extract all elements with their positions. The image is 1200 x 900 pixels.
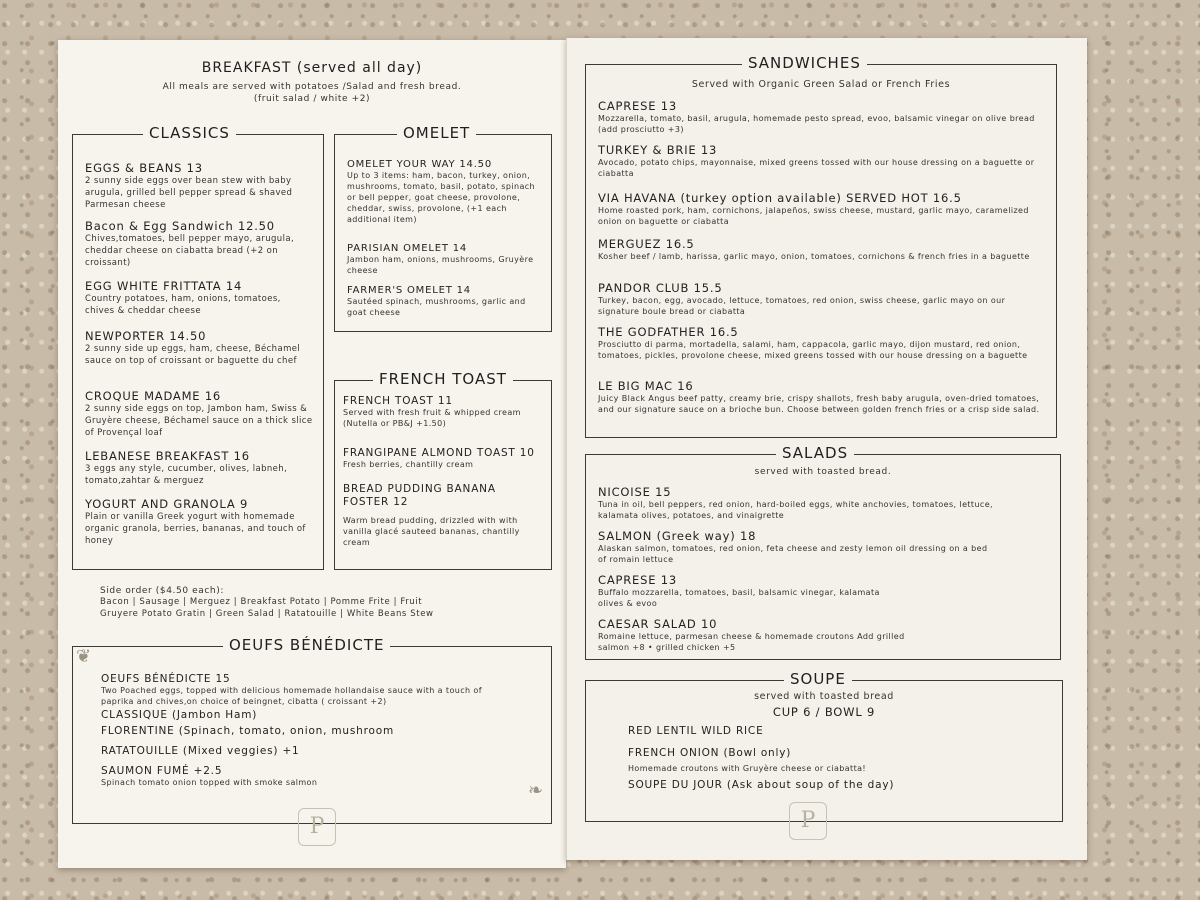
french-toast-list: [343, 395, 545, 548]
flourish-ornament: ❧: [528, 780, 544, 801]
menu-item: [598, 191, 1048, 237]
item-title: PARISIAN OMELET 14: [347, 243, 468, 254]
menu-item: [598, 237, 1048, 281]
flourish-ornament: ❦: [76, 646, 92, 667]
side-order-list: Bacon | Sausage | Merguez | Breakfast Potato | Pomme Frite | Fruit: [100, 597, 423, 607]
menu-item: [598, 529, 1052, 573]
sandwiches-note: Served with Organic Green Salad or French Fries: [691, 79, 951, 90]
classics-box: [72, 124, 324, 570]
benedicte-list: [101, 673, 541, 788]
item-desc: Sautéed spinach, mushrooms, garlic and goat cheese: [347, 297, 526, 317]
menu-item: [85, 161, 313, 219]
menu-item: [101, 765, 541, 788]
item-desc: Mozzarella, tomato, basil, arugula, homemade pesto spread, evoo, balsamic vinegar on olive bread (add prosciutto +3): [598, 114, 1035, 134]
item-desc: 2 sunny side eggs over bean stew with baby arugula, grilled bell pepper spread & shaved Parmesan cheese: [85, 176, 293, 210]
item-desc: Spinach tomato onion topped with smoke salmon: [101, 778, 318, 787]
item-title: CAPRESE 13: [598, 99, 677, 113]
menu-item: [101, 673, 541, 709]
menu-item: [343, 483, 545, 548]
item-title: EGG WHITE FRITTATA 14: [85, 279, 243, 293]
menu-item: [343, 395, 545, 447]
item-title: OMELET YOUR WAY 14.50: [347, 159, 492, 170]
item-desc: 2 sunny side eggs on top, Jambon ham, Swiss & Gruyère cheese, Béchamel sauce on a thick slice of Provençal loaf: [85, 404, 313, 438]
item-title: CAESAR SALAD 10: [598, 617, 718, 631]
menu-item: [85, 329, 313, 389]
menu-item: [347, 159, 541, 243]
item-title: CAPRESE 13: [598, 573, 677, 587]
item-desc: Plain or vanilla Greek yogurt with homemade organic granola, berries, bananas, and touch of honey: [85, 512, 306, 546]
soupe-price: CUP 6 / BOWL 9: [772, 705, 876, 719]
item-desc: Chives,tomatoes, bell pepper mayo, arugula, cheddar cheese on ciabatta bread (+2 on croissant): [85, 234, 295, 268]
item-title: MERGUEZ 16.5: [598, 237, 695, 251]
menu-item: [598, 281, 1048, 325]
side-order-list-2: Gruyere Potato Gratin | Green Salad | Ratatouille | White Beans Stew: [100, 609, 434, 619]
menu-item: [598, 485, 1052, 529]
item-desc: Served with fresh fruit & whipped cream (Nutella or PB&J +1.50): [343, 408, 521, 428]
item-title: NICOISE 15: [598, 485, 672, 499]
menu-item: [101, 725, 541, 745]
menu-item: [85, 449, 313, 497]
sandwiches-heading: SANDWICHES: [742, 54, 867, 72]
salads-note: served with toasted bread.: [754, 467, 892, 477]
item-desc: Fresh berries, chantilly cream: [343, 460, 474, 469]
item-title: YOGURT AND GRANOLA 9: [85, 497, 249, 511]
classics-list: [85, 161, 313, 547]
soupe-box: [585, 670, 1063, 822]
menu-item: [85, 389, 313, 449]
item-title: NEWPORTER 14.50: [85, 329, 207, 343]
menu-item: [343, 447, 545, 483]
menu-right-page: [566, 38, 1087, 860]
classics-heading: CLASSICS: [143, 124, 236, 142]
soupe-note: served with toasted bread: [754, 691, 894, 702]
item-title: VIA HAVANA (turkey option available) SERVED HOT 16.5: [598, 191, 962, 205]
salads-list: [598, 485, 1052, 653]
item-title: CROQUE MADAME 16: [85, 389, 222, 403]
item-title: OEUFS BÉNÉDICTE 15: [101, 673, 231, 685]
item-title: Bacon & Egg Sandwich 12.50: [85, 219, 275, 233]
breakfast-note: All meals are served with potatoes /Salad and fresh bread.: [162, 82, 462, 92]
item-desc: Jambon ham, onions, mushrooms, Gruyère cheese: [347, 255, 534, 275]
soupe-heading: SOUPE: [784, 670, 852, 688]
menu-item: [101, 745, 541, 765]
item-desc: Home roasted pork, ham, cornichons, jalapeños, swiss cheese, mustard, garlic mayo, caramelized onion on baguette or ciabatta: [598, 206, 1029, 226]
menu-item: [598, 99, 1048, 143]
item-title: CLASSIQUE (Jambon Ham): [101, 709, 258, 721]
item-desc: Country potatoes, ham, onions, tomatoes, chives & cheddar cheese: [85, 294, 281, 316]
item-title: LE BIG MAC 16: [598, 379, 694, 393]
sandwiches-list: [598, 99, 1048, 415]
benedicte-heading: OEUFS BÉNÉDICTE: [223, 636, 390, 654]
item-title: SALMON (Greek way) 18: [598, 529, 757, 543]
item-title: FRENCH TOAST 11: [343, 395, 453, 407]
menu-item: [598, 573, 1052, 617]
item-desc: Two Poached eggs, topped with delicious homemade hollandaise sauce with a touch of paprika and chives,on choice of beingnet, cibatta ( croissant +2): [101, 686, 482, 706]
item-title: FLORENTINE (Spinach, tomato, onion, mushroom: [101, 725, 394, 737]
soupe-item-desc: Homemade croutons with Gruyère cheese or ciabatta!: [628, 764, 867, 773]
menu-item: [598, 325, 1048, 379]
item-desc: Juicy Black Angus beef patty, creamy brie, crispy shallots, fresh baby arugula, oven-dried tomatoes, and our signature sauce on a brioche bun. Choose between golden french fries or a crisp side salad.: [598, 394, 1040, 414]
item-desc: Alaskan salmon, tomatoes, red onion, feta cheese and zesty lemon oil dressing on a bed of romain lettuce: [598, 544, 988, 564]
salads-box: [585, 444, 1061, 660]
item-desc: Kosher beef / lamb, harissa, garlic mayo, onion, tomatoes, cornichons & french fries in a baguette: [598, 252, 1030, 261]
item-title: BREAD PUDDING BANANA FOSTER 12: [343, 483, 496, 508]
soupe-item: FRENCH ONION (Bowl only): [628, 747, 792, 759]
french-toast-heading: FRENCH TOAST: [373, 370, 513, 388]
breakfast-title: BREAKFAST (served all day): [201, 60, 423, 76]
menu-left-page: [58, 40, 566, 868]
item-desc: 3 eggs any style, cucumber, olives, labneh, tomato,zahtar & merguez: [85, 464, 288, 486]
side-order-title: Side order ($4.50 each):: [100, 586, 224, 596]
french-toast-box: [334, 370, 552, 570]
item-desc: Warm bread pudding, drizzled with with vanilla glacé sauteed bananas, chantilly cream: [343, 516, 520, 547]
item-desc: Turkey, bacon, egg, avocado, lettuce, tomatoes, red onion, swiss cheese, garlic mayo on our signature boule bread or ciabatta: [598, 296, 1006, 316]
salads-heading: SALADS: [776, 444, 854, 462]
menu-item: [347, 243, 541, 285]
menu-item: [85, 219, 313, 279]
item-desc: Tuna in oil, bell peppers, red onion, hard-boiled eggs, white anchovies, tomatoes, lettuce, kalamata olives, potatoes, and vinaigrette: [598, 500, 993, 520]
omelet-heading: OMELET: [397, 124, 476, 142]
menu-item: [598, 143, 1048, 191]
item-title: FRANGIPANE ALMOND TOAST 10: [343, 447, 535, 459]
monogram-logo: P: [298, 808, 336, 846]
omelet-list: [347, 159, 541, 318]
soupe-item: SOUPE DU JOUR (Ask about soup of the day): [628, 779, 895, 791]
monogram-logo: P: [789, 802, 827, 840]
menu-item: [598, 379, 1048, 415]
menu-item: [85, 497, 313, 547]
menu-item: [598, 617, 1052, 653]
menu-item: [347, 285, 541, 318]
item-title: PANDOR CLUB 15.5: [598, 281, 723, 295]
item-desc: Up to 3 items: ham, bacon, turkey, onion, mushrooms, tomato, basil, potato, spinach or bell pepper, goat cheese, provolone, cheddar, swiss, provolone, (+1 each additional item): [347, 171, 536, 224]
soupe-item: RED LENTIL WILD RICE: [628, 725, 764, 737]
item-desc: Buffalo mozzarella, tomatoes, basil, balsamic vinegar, kalamata olives & evoo: [598, 588, 880, 608]
item-title: LEBANESE BREAKFAST 16: [85, 449, 250, 463]
item-desc: Prosciutto di parma, mortadella, salami, ham, cappacola, garlic mayo, dijon mustard, red onion, tomatoes, pickles, provolone cheese, mixed greens tossed with our house dressing on a baguette: [598, 340, 1028, 360]
item-title: EGGS & BEANS 13: [85, 161, 203, 175]
item-title: SAUMON FUMÉ +2.5: [101, 765, 223, 777]
menu-item: [85, 279, 313, 329]
item-desc: Romaine lettuce, parmesan cheese & homemade croutons Add grilled salmon +8 • grilled chicken +5: [598, 632, 905, 652]
item-title: THE GODFATHER 16.5: [598, 325, 739, 339]
item-title: FARMER'S OMELET 14: [347, 285, 471, 296]
omelet-box: [334, 124, 552, 332]
menu-item: [101, 709, 541, 725]
sandwiches-box: [585, 54, 1057, 438]
item-title: TURKEY & BRIE 13: [598, 143, 718, 157]
benedicte-box: [72, 636, 552, 824]
item-desc: Avocado, potato chips, mayonnaise, mixed greens tossed with our house dressing on a baguette or ciabatta: [598, 158, 1035, 178]
breakfast-note-2: (fruit salad / white +2): [253, 94, 371, 104]
item-title: RATATOUILLE (Mixed veggies) +1: [101, 745, 300, 757]
item-desc: 2 sunny side up eggs, ham, cheese, Béchamel sauce on top of croissant or baguette du chef: [85, 344, 301, 366]
